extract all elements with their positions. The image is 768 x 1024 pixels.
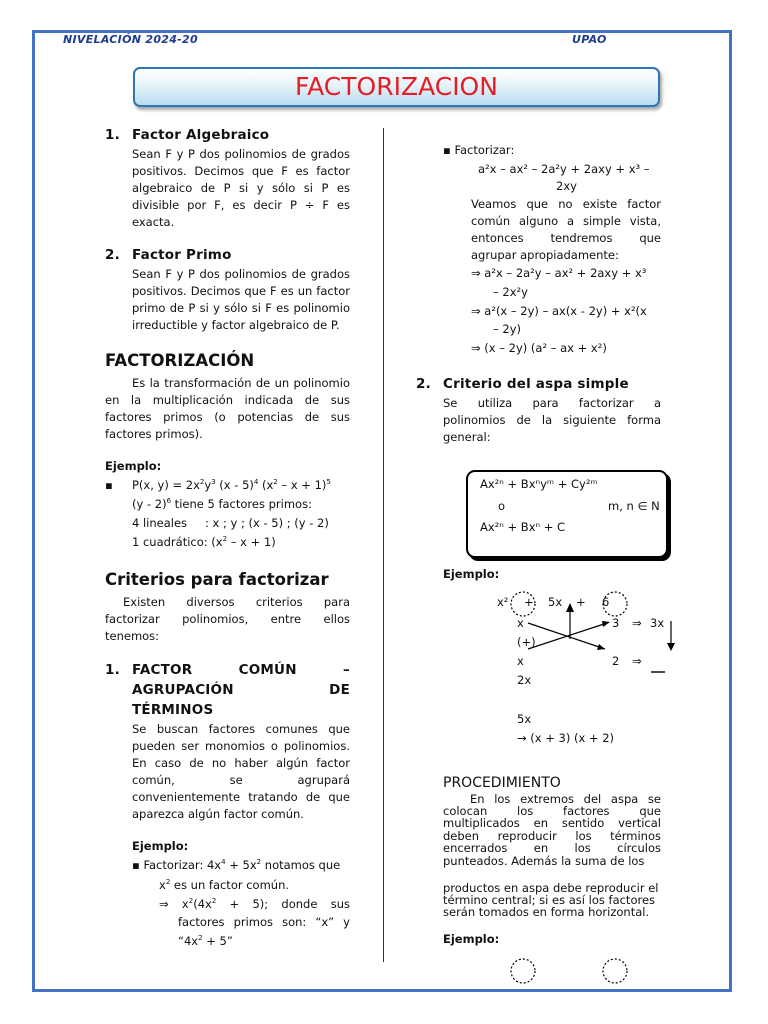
aspa-term: x [517, 654, 524, 668]
paragraph-line: Veamos que no existe factor [471, 197, 661, 211]
example-line: : x ; y ; (x - 5) ; (y - 2) [205, 516, 329, 530]
general-form-line: Ax²ⁿ + Bxⁿyᵐ + Cy²ᵐ [480, 477, 598, 491]
paragraph-line: factorizar polinomios, entre ellos [105, 612, 350, 626]
section-title-factor-algebraico: Factor Algebraico [132, 127, 270, 143]
arrow-head [602, 621, 610, 627]
aspa-result: → (x + 3) (x + 2) [517, 731, 615, 745]
paragraph-line: algebraico de P si y sólo si P es [132, 181, 350, 195]
aspa-term: 5x [548, 595, 563, 609]
aspa-term: + [524, 595, 534, 609]
arrow-head [667, 643, 675, 651]
example-polynomial: P(x, $y) = 2x^2y^3$ (x - 5)$^4$ $(x^2 - x + 1)^5$ [132, 478, 331, 492]
paragraph-line: en la multiplicación indicada de sus [105, 393, 350, 407]
procedure-line: productos en aspa debe reproducir el [443, 881, 659, 895]
example-label: Ejemplo: [105, 459, 162, 473]
dotted-circle [603, 959, 627, 983]
page-title: FACTORIZACION [133, 67, 660, 107]
section-title-aspa-simple: Criterio del aspa simple [443, 376, 629, 392]
example-bullet: ▪ Factorizar: [443, 143, 515, 157]
example-polynomial: a²x – ax² – 2a²y + 2axy + x³ – [478, 162, 650, 176]
paragraph-line: exacta. [132, 215, 175, 229]
example-line: 4 lineales [132, 516, 188, 530]
example-line: ▪ Factorizar: $4x^4 + 5x^2$ notamos que [132, 858, 341, 872]
example-circles [505, 955, 635, 987]
aspa-term: 2x [517, 673, 532, 687]
paragraph-line: agrupar apropiadamente: [471, 248, 619, 262]
procedure-line: encerrados en los círculos [443, 841, 661, 855]
paragraph-line: En caso de no haber algún factor [132, 756, 350, 770]
procedure-line: punteados. Además la suma de los [443, 854, 645, 868]
aspa-term: 6 [602, 595, 610, 609]
example-label: Ejemplo: [443, 567, 500, 581]
section-title-line: AGRUPACIÓN DE [132, 682, 350, 698]
procedure-line: En los extremos del aspa se [470, 792, 661, 806]
section-number: 1. [105, 662, 120, 678]
paragraph-line: positivos. Decimos que F es factor [132, 164, 350, 178]
step-line: ⇒ a²(x – 2y) – ax(x - 2y) + x²(x [471, 304, 647, 318]
procedure-line: deben reproducir los términos [443, 829, 661, 843]
paragraph-line: Existen diversos criterios para [123, 595, 350, 609]
step-line: – 2y) [493, 322, 522, 336]
paragraph-line: divisible por F, es decir P ÷ F es [132, 198, 350, 212]
procedure-line: colocan los factores que [443, 804, 661, 818]
aspa-term: (+) [517, 635, 536, 649]
paragraph-line: aparezca algún factor común. [132, 807, 304, 821]
paragraph-line: común alguno a simple vista, [471, 214, 661, 228]
column-divider [383, 128, 384, 962]
bullet: ▪ [105, 478, 113, 492]
example-line: (y - 2)$^6$ tiene 5 factores primos: [132, 497, 312, 511]
example-line: $x^2$ es un factor común. [159, 878, 290, 892]
step-line: – 2x²y [493, 285, 528, 299]
general-form-or: o [498, 499, 506, 513]
paragraph-line: factores primos (o potencias de sus [105, 410, 350, 424]
aspa-term: x [517, 616, 524, 630]
arrow-head [566, 603, 574, 612]
procedure-line: término central; si es así los factores [443, 893, 656, 907]
aspa-term: ⇒ [632, 654, 642, 668]
step-line: ⇒ (x – 2y) (a² – ax + x²) [471, 341, 607, 355]
step-line: ⇒ a²x – 2a²y – ax² + 2axy + x³ [471, 266, 647, 280]
paragraph-line: Es la transformación de un polinomio [132, 376, 350, 390]
example-line: 1 cuadrático: $(x^2 - x + 1)$ [132, 535, 276, 549]
example-line: factores primos son: “x” y [178, 915, 350, 929]
procedure-line: serán tomados en forma horizontal. [443, 905, 650, 919]
section-number: 2. [105, 247, 120, 263]
aspa-term: x² [497, 595, 509, 609]
general-form-line: Ax²ⁿ + Bxⁿ + C [480, 520, 566, 534]
paragraph-line: irreductible y factor algebraico de P. [132, 318, 340, 332]
paragraph-line: común, se agrupará [132, 773, 350, 787]
paragraph-line: primo de P si y sólo si F es polinomio [132, 301, 350, 315]
heading-factorizacion: FACTORIZACIÓN [105, 351, 255, 370]
paragraph-line: positivos. Decimos que F es un factor [132, 284, 350, 298]
heading-criterios: Criterios para factorizar [105, 570, 329, 589]
general-form-domain: m, n ∈ N [608, 499, 660, 513]
paragraph-line: Se buscan factores comunes que [132, 722, 350, 736]
arrow-head [597, 644, 605, 650]
paragraph-line: general: [443, 430, 491, 444]
example-line: “$4x^2 + 5$” [178, 934, 233, 948]
paragraph-line: tenemos: [105, 629, 160, 643]
paragraph-line: pueden ser monomios o polinomios. [132, 739, 350, 753]
paragraph-line: Sean F y P dos polinomios de grados [132, 267, 350, 281]
procedure-line: multiplicados en sentido vertical [443, 816, 661, 830]
paragraph-line: factores primos). [105, 427, 203, 441]
aspa-term: + [576, 595, 586, 609]
paragraph-line: Se utiliza para factorizar a [443, 396, 661, 410]
aspa-term: 2 [612, 654, 620, 668]
dotted-circle [511, 959, 535, 983]
example-polynomial: 2xy [556, 179, 577, 193]
aspa-term: 5x [517, 712, 532, 726]
section-number: 1. [105, 127, 120, 143]
section-title-line: TÉRMINOS [132, 702, 214, 718]
paragraph-line: Sean F y P dos polinomios de grados [132, 147, 350, 161]
paragraph-line: entonces tendremos que [471, 231, 661, 245]
header-course: NIVELACIÓN 2024-20 [63, 33, 198, 46]
aspa-term: 3x [650, 616, 665, 630]
section-number: 2. [416, 376, 431, 392]
header-university: UPAO [572, 33, 607, 46]
example-label: Ejemplo: [132, 839, 189, 853]
aspa-term: ⇒ [632, 616, 642, 630]
paragraph-line: polinomios de la siguiente forma [443, 413, 661, 427]
procedimiento-title: PROCEDIMIENTO [443, 775, 561, 791]
section-title-factor-comun: FACTOR COMÚN – [132, 662, 350, 678]
section-title-factor-primo: Factor Primo [132, 247, 232, 263]
aspa-term: 3 [612, 616, 620, 630]
example-line: ⇒ $x^2(4x^2 + 5)$; donde sus [159, 897, 350, 911]
paragraph-line: convenientemente tratando de que [132, 790, 350, 804]
example-label: Ejemplo: [443, 932, 500, 946]
